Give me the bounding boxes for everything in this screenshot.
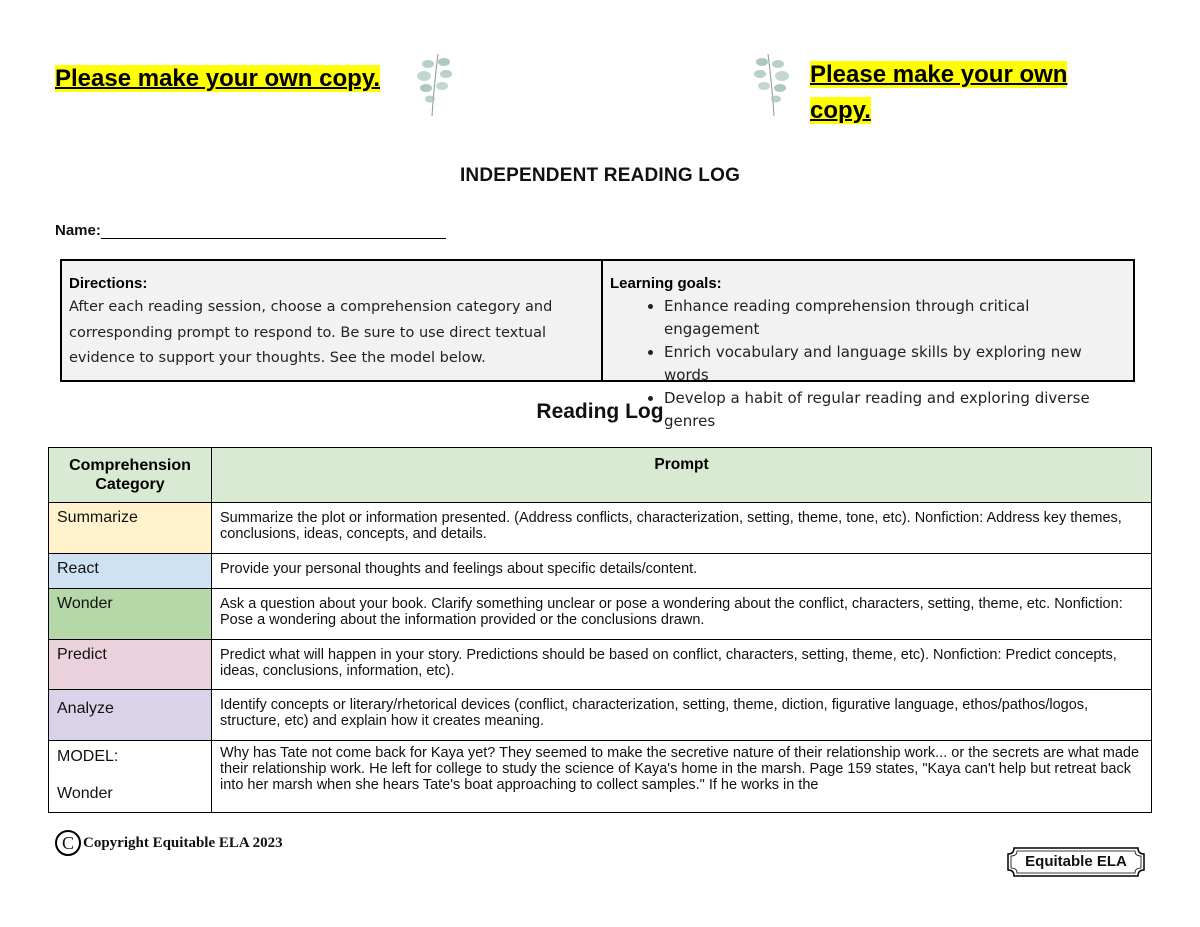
learning-goals-cell (603, 261, 1133, 430)
name-field[interactable] (55, 222, 446, 239)
copyright-notice (55, 830, 283, 856)
prompt-cell: Provide your personal thoughts and feelings about specific details/content. (212, 554, 1152, 589)
table-row (49, 589, 1152, 640)
model-category: Wonder (57, 785, 113, 802)
category-cell: Analyze (49, 690, 212, 741)
learning-goal-item: • Enhance reading comprehension through critical engagement (664, 295, 1126, 341)
header-category: Comprehension Category (49, 448, 212, 503)
learning-goal-item: • Enrich vocabulary and language skills by exploring new words (664, 341, 1126, 387)
header-prompt: Prompt (212, 448, 1152, 503)
copy-notice-left (55, 58, 405, 102)
prompt-cell: Ask a question about your book. Clarify something unclear or pose a wondering about the conflict, characters, setting, theme, etc. Nonfiction: Pose a wondering about the information provided or the conclusions drawn. (212, 589, 1152, 640)
table-row (49, 690, 1152, 741)
copy-notice-left-text: Please make your own copy. (55, 65, 381, 92)
copy-notice-right-text: Please make your own copy. (810, 61, 1068, 124)
brand-name: Equitable ELA (1025, 853, 1127, 870)
page-title: INDEPENDENT READING LOG (459, 165, 741, 186)
copy-notice-right (810, 58, 1110, 130)
learning-goals-heading: Learning goals: (610, 275, 722, 292)
reading-log-table (48, 447, 1152, 813)
name-underline[interactable] (101, 224, 446, 239)
table-row (49, 554, 1152, 589)
name-label: Name: (55, 222, 101, 239)
prompt-cell: Predict what will happen in your story. Predictions should be based on conflict, characters, setting, theme, etc). Nonfiction: Predict concepts, ideas, conclusions, information, etc). (212, 640, 1152, 690)
brand-badge (1006, 846, 1146, 878)
model-prompt-cell: Why has Tate not come back for Kaya yet? They seemed to make the secretive nature of their relationship work... or the secrets are what made their relationship work. He left for college to study the science of Kaya's home in the marsh. Page 159 states, "Kaya can't help but retreat back into her marsh when she hears Tate's boat approaching to collect samples." If he works in the (212, 741, 1152, 813)
prompt-cell: Identify concepts or literary/rhetorical devices (conflict, characterization, setting, theme, diction, figurative language, ethos/pathos/logos, structure, etc) and explain how it creates meaning. (212, 690, 1152, 741)
table-header-row (49, 448, 1152, 503)
model-row (49, 741, 1152, 813)
category-cell: Predict (49, 640, 212, 690)
eucalyptus-leaf-icon (408, 50, 458, 118)
model-category-cell (49, 741, 212, 813)
eucalyptus-leaf-icon (748, 50, 798, 118)
directions-text: After each reading session, choose a comprehension category and corresponding prompt to respond to. Be sure to use direct textual evidence to support your thoughts. See the model below. (69, 299, 553, 366)
table-row (49, 503, 1152, 554)
reading-log-title: Reading Log (536, 400, 664, 423)
category-cell: Wonder (49, 589, 212, 640)
category-cell: React (49, 554, 212, 589)
category-cell: Summarize (49, 503, 212, 554)
directions-cell (62, 261, 603, 380)
copyright-text: Copyright Equitable ELA 2023 (83, 834, 283, 851)
prompt-cell: Summarize the plot or information presented. (Address conflicts, characterization, setting, theme, tone, etc). Nonfiction: Address key themes, conclusions, ideas, concepts, and details. (212, 503, 1152, 554)
table-row (49, 640, 1152, 690)
learning-goal-item: • Develop a habit of regular reading and exploring diverse genres (664, 387, 1126, 433)
directions-heading: Directions: (69, 275, 148, 292)
model-label: MODEL: (57, 748, 119, 765)
copyright-icon: C (55, 830, 81, 856)
